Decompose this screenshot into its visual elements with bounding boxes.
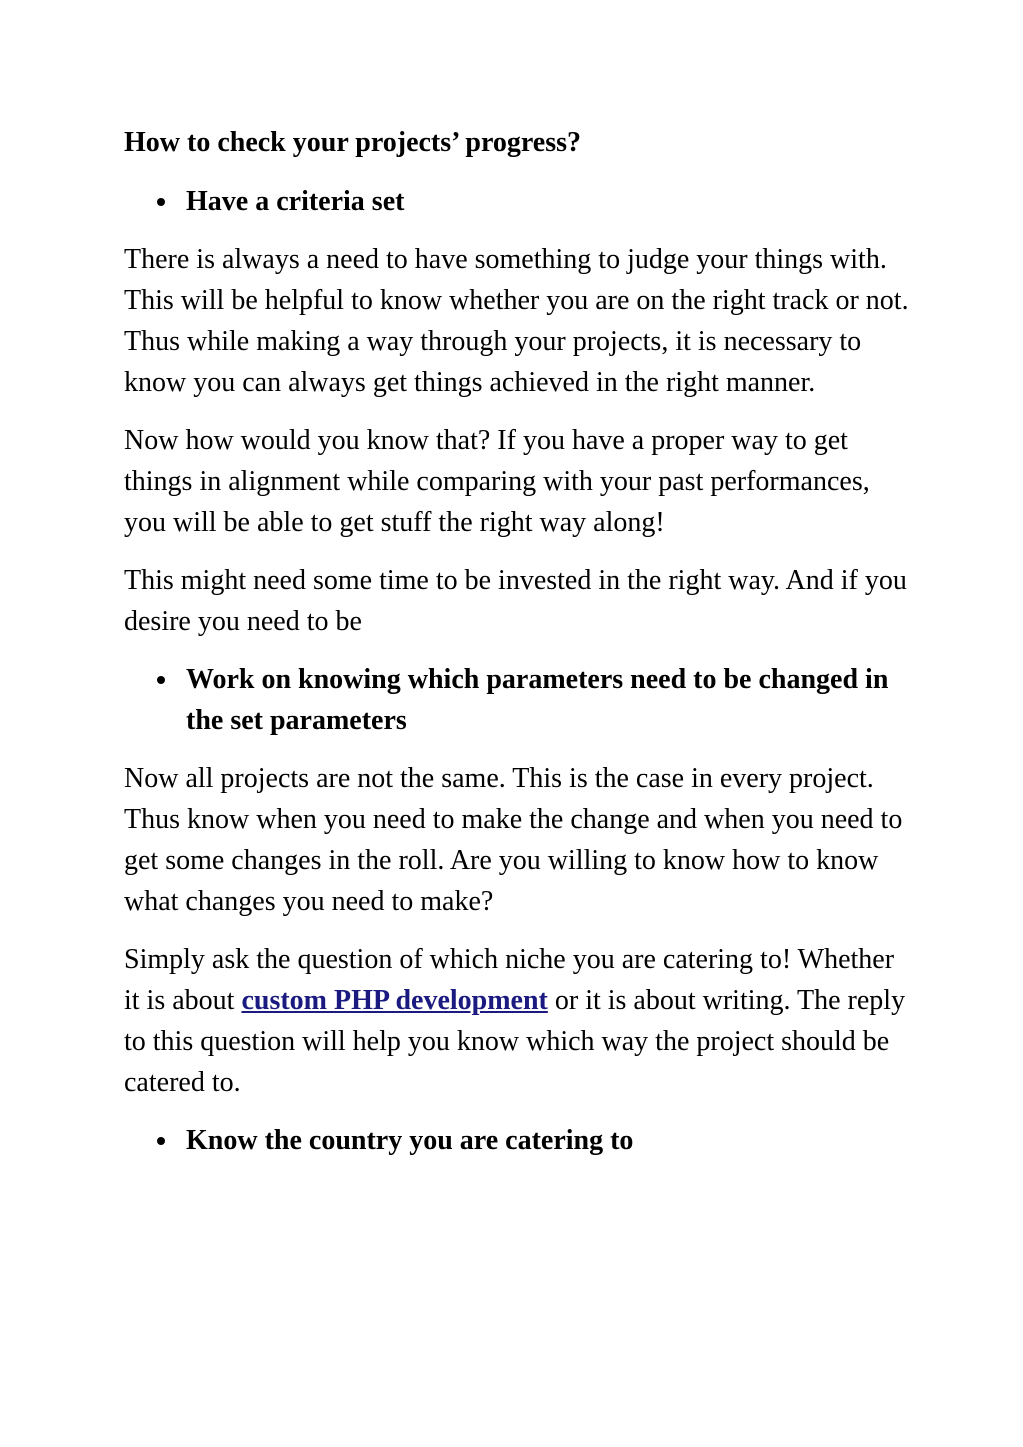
paragraph: Now how would you know that? If you have a proper way to get things in alignment while comparing with your past performances, you will be able to get stuff the right way along! bbox=[124, 425, 870, 538]
bullet-item-parameters bbox=[124, 659, 914, 741]
bullet-item-criteria bbox=[124, 181, 914, 222]
bullet-item-country bbox=[124, 1120, 914, 1161]
paragraph-text: Simply ask the question of which niche you are catering to! Whether it is about bbox=[124, 944, 895, 1016]
custom-php-development-link[interactable]: custom PHP development bbox=[241, 985, 548, 1016]
bullet-text: Know the country you are catering to bbox=[186, 1125, 634, 1156]
bullet-dot-icon bbox=[157, 1137, 165, 1145]
paragraph: Now all projects are not the same. This is the case in every project. Thus know when you need to make the change and when you need to get some changes in the roll. Are you willing to know how to know what changes you need to make? bbox=[124, 763, 903, 917]
bullet-dot-icon bbox=[157, 676, 165, 684]
paragraph-text: or it is about writing. The reply to this question will help you know which way the project should be catered to. bbox=[124, 985, 906, 1098]
bullet-text: Work on knowing which parameters need to be changed in the set parameters bbox=[186, 664, 889, 736]
document-body bbox=[124, 122, 914, 1178]
paragraph: There is always a need to have something to judge your things with. This will be helpful to know whether you are on the right track or not. Thus while making a way through your projects, it is necessary to know you can always get things achieved in the right manner. bbox=[124, 244, 909, 398]
section-heading: How to check your projects’ progress? bbox=[124, 127, 582, 158]
bullet-text: Have a criteria set bbox=[186, 186, 405, 217]
paragraph: This might need some time to be invested in the right way. And if you desire you need to be bbox=[124, 565, 907, 637]
bullet-dot-icon bbox=[157, 198, 165, 206]
paragraph-with-link bbox=[124, 939, 914, 1103]
